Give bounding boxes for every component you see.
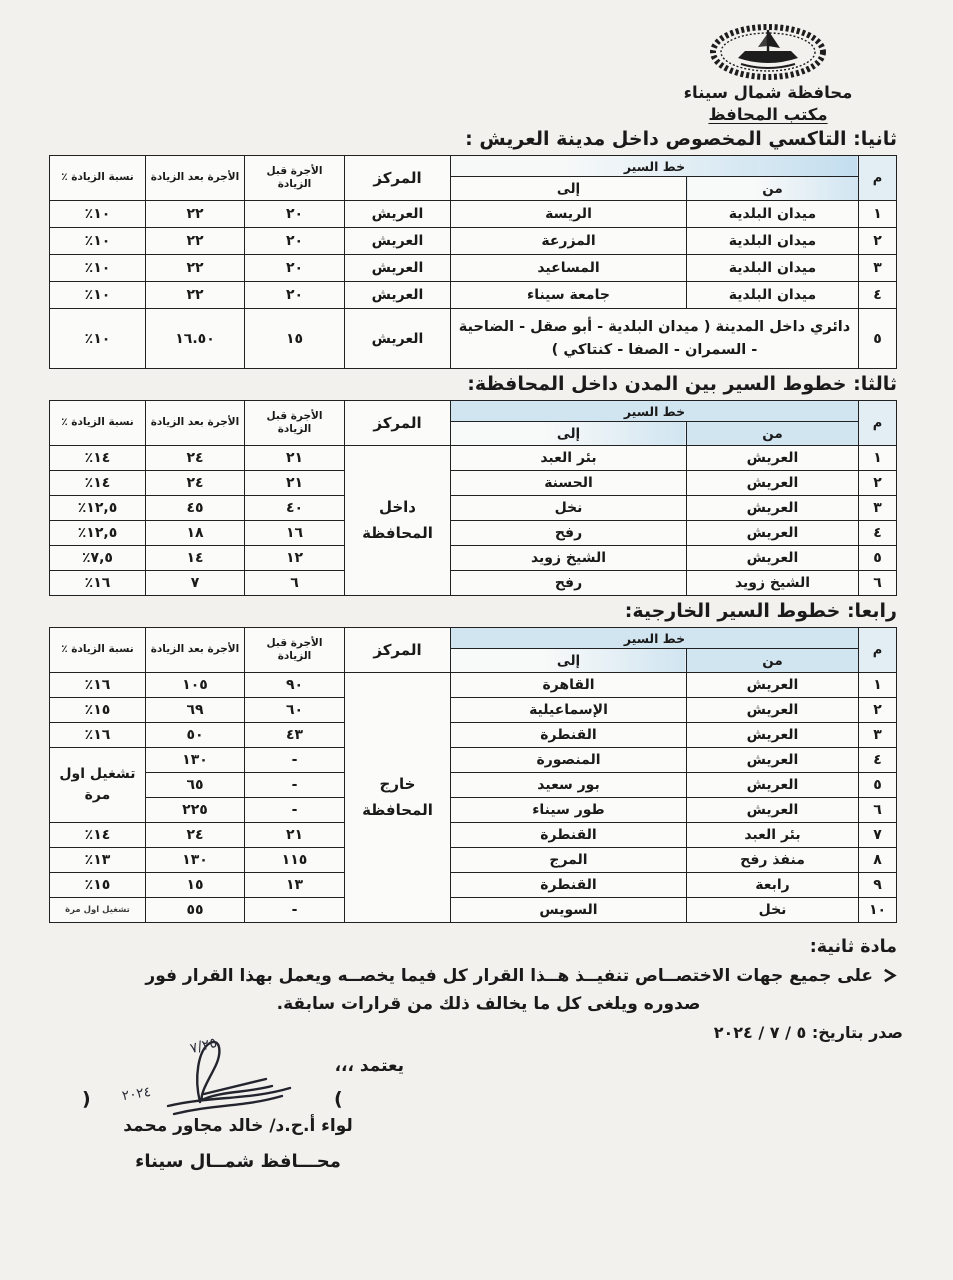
cell-row-number: ٥ [859, 546, 897, 571]
cell-increase-pct: ١٥٪ [49, 873, 145, 898]
table-head [49, 156, 896, 201]
table-row [49, 698, 896, 723]
table-body [49, 673, 896, 923]
cell-row-number: ٩ [859, 873, 897, 898]
cell-center: العريش [344, 282, 450, 309]
column-header-route: خط السير [450, 628, 858, 649]
signature-paren-close: ) [334, 1088, 343, 1110]
cell-increase-pct: ١٦٪ [49, 571, 145, 596]
cell-increase-pct: ١٠٪ [49, 201, 145, 228]
cell-to: القنطرة [450, 873, 686, 898]
cell-to: القاهرة [450, 673, 686, 698]
cell-to: طور سيناء [450, 798, 686, 823]
cell-increase-pct: ١٥٪ [49, 698, 145, 723]
cell-center: العريش [344, 255, 450, 282]
cell-to: القنطرة [450, 723, 686, 748]
cell-fare-after: ٤٥ [145, 496, 244, 521]
cell-fare-after: ٢٢ [145, 255, 244, 282]
header-row [49, 401, 896, 422]
cell-row-number: ٤ [859, 282, 897, 309]
cell-to: الإسماعيلية [450, 698, 686, 723]
cell-from: العريش [687, 748, 859, 773]
cell-row-number: ١٠ [859, 898, 897, 923]
column-header-increase-pct: نسبة الزيادة ٪ [49, 401, 145, 446]
cell-center: العريش [344, 201, 450, 228]
cell-row-number: ٣ [859, 255, 897, 282]
cell-fare-before: ٤٠ [244, 496, 344, 521]
cell-fare-after: ٢٤ [145, 446, 244, 471]
cell-increase-pct: ١٦٪ [49, 723, 145, 748]
section-title-city-taxi: ثانيا: التاكسي المخصوص داخل مدينة العريش : [465, 128, 897, 150]
cell-fare-after: ٢٢ [145, 228, 244, 255]
cell-to: الشيخ زويد [450, 546, 686, 571]
cell-fare-after: ٦٥ [145, 773, 244, 798]
cell-center-merged: خارج المحافظة [344, 673, 450, 923]
column-header-fare-after: الأجرة بعد الزيادة [145, 401, 244, 446]
cell-row-number: ٦ [859, 571, 897, 596]
table-body [49, 446, 896, 596]
article-two-line1: على جميع جهات الاختصــاص تنفيــذ هــذا القرار كل فيما يخصــه ويعمل بهذا القرار فور [145, 966, 873, 986]
cell-increase-pct: ١٣٪ [49, 848, 145, 873]
cell-from: العريش [687, 496, 859, 521]
cell-fare-before: ٩٠ [244, 673, 344, 698]
cell-to: بئر العبد [450, 446, 686, 471]
cell-fare-before: ٦ [244, 571, 344, 596]
column-header-fare-before: الأجرة قبل الزيادة [244, 628, 344, 673]
cell-circular-route: دائري داخل المدينة ( ميدان البلدية - أبو صقل - الضاحية - السمران - الصفا - كنتاكي ) [450, 309, 858, 369]
cell-row-number: ٣ [859, 496, 897, 521]
cell-increase-pct: ١٤٪ [49, 823, 145, 848]
cell-row-number: ٨ [859, 848, 897, 873]
cell-center: العريش [344, 309, 450, 369]
cell-fare-after: ٥٠ [145, 723, 244, 748]
cell-fare-before: ١١٥ [244, 848, 344, 873]
letterhead [679, 20, 857, 124]
cell-from: العريش [687, 446, 859, 471]
cell-to: المرج [450, 848, 686, 873]
column-header-from: من [687, 422, 859, 446]
article-two-body [50, 964, 897, 989]
table-row [49, 748, 896, 773]
external-routes-fares-table [49, 627, 897, 923]
cell-fare-before: ٢١ [244, 446, 344, 471]
column-header-number: م [859, 628, 897, 673]
cell-from: رابعة [687, 873, 859, 898]
issue-date-line: صدر بتاريخ: ٥ / ٧ / ٢٠٢٤ [713, 1022, 903, 1042]
cell-fare-before: ١٦ [244, 521, 344, 546]
cell-increase-pct: تشغيل اول مرة [49, 898, 145, 923]
table-body [49, 201, 896, 369]
column-header-number: م [859, 401, 897, 446]
cell-increase-pct: ١٠٪ [49, 228, 145, 255]
cell-fare-before: ٢١ [244, 471, 344, 496]
cell-to: القنطرة [450, 823, 686, 848]
table-row [49, 471, 896, 496]
cell-fare-after: ٧ [145, 571, 244, 596]
cell-fare-before: - [244, 898, 344, 923]
cell-fare-before: ١٣ [244, 873, 344, 898]
column-header-center: المركز [344, 628, 450, 673]
cell-fare-before: ٢٠ [244, 282, 344, 309]
cell-fare-after: ٢٤ [145, 823, 244, 848]
column-header-fare-before: الأجرة قبل الزيادة [244, 401, 344, 446]
column-header-center: المركز [344, 156, 450, 201]
cell-increase-pct: ٧,٥٪ [49, 546, 145, 571]
cell-row-number: ٢ [859, 698, 897, 723]
cell-fare-after: ٢٢ [145, 282, 244, 309]
cell-fare-before: ٢٠ [244, 228, 344, 255]
cell-to: الريسة [450, 201, 686, 228]
cell-fare-before: ٤٣ [244, 723, 344, 748]
cell-row-number: ٤ [859, 748, 897, 773]
table-row [49, 798, 896, 823]
article-two [50, 937, 903, 1042]
table-head [49, 401, 896, 446]
cell-fare-before: ٢٠ [244, 255, 344, 282]
cell-row-number: ٣ [859, 723, 897, 748]
table-row [49, 201, 896, 228]
article-two-heading: مادة ثانية: [809, 937, 897, 957]
cell-fare-after: ١٨ [145, 521, 244, 546]
cell-to: جامعة سيناء [450, 282, 686, 309]
cell-from: العريش [687, 798, 859, 823]
column-header-fare-before: الأجرة قبل الزيادة [244, 156, 344, 201]
cell-from: العريش [687, 546, 859, 571]
column-header-route: خط السير [450, 401, 858, 422]
table-row [49, 571, 896, 596]
cell-from: ميدان البلدية [687, 228, 859, 255]
governorate-name: محافظة شمال سيناء [683, 83, 853, 102]
table-row [49, 521, 896, 546]
cell-from: بئر العبد [687, 823, 859, 848]
cell-fare-after: ١٦.٥٠ [145, 309, 244, 369]
approval-block [66, 1034, 410, 1208]
cell-from: العريش [687, 521, 859, 546]
cell-to: المساعيد [450, 255, 686, 282]
cell-from: العريش [687, 471, 859, 496]
table-row [49, 723, 896, 748]
table-row [49, 228, 896, 255]
article-two-line2: صدوره ويلغى كل ما يخالف ذلك من قرارات سابقة. [276, 993, 701, 1014]
table-row [49, 823, 896, 848]
cell-fare-after: ١٣٠ [145, 748, 244, 773]
cell-fare-after: ١٤ [145, 546, 244, 571]
cell-increase-pct: ١٢,٥٪ [49, 496, 145, 521]
cell-from: العريش [687, 723, 859, 748]
header-row [49, 628, 896, 649]
cell-from: منفذ رفح [687, 848, 859, 873]
cell-row-number: ١ [859, 201, 897, 228]
handwritten-year: ٢٠٢٤ [120, 1083, 153, 1105]
governor-title: محـــافظ شمــال سيناء [135, 1151, 341, 1172]
cell-fare-before: ٢٠ [244, 201, 344, 228]
cell-to: نخل [450, 496, 686, 521]
cell-increase-pct: ١٤٪ [49, 471, 145, 496]
column-header-to: إلى [450, 422, 686, 446]
cell-fare-before: ١٢ [244, 546, 344, 571]
governor-office-label: مكتب المحافظ [708, 105, 828, 124]
column-header-number: م [859, 156, 897, 201]
table-row [49, 546, 896, 571]
governor-name: لواء أ.ح.د/ خالد مجاور محمد [123, 1116, 353, 1136]
cell-fare-before: - [244, 748, 344, 773]
cell-fare-before: - [244, 773, 344, 798]
cell-to: السويس [450, 898, 686, 923]
cell-to: المنصورة [450, 748, 686, 773]
cell-increase-pct: ١٦٪ [49, 673, 145, 698]
table-row-circular-route [49, 309, 896, 369]
column-header-fare-after: الأجرة بعد الزيادة [145, 156, 244, 201]
column-header-increase-pct: نسبة الزيادة ٪ [49, 628, 145, 673]
column-header-from: من [687, 649, 859, 673]
cell-from: العريش [687, 698, 859, 723]
header-row [49, 156, 896, 177]
table-head [49, 628, 896, 673]
cell-row-number: ٥ [859, 309, 897, 369]
column-header-to: إلى [450, 649, 686, 673]
cell-to: رفح [450, 571, 686, 596]
cell-from: العريش [687, 673, 859, 698]
cell-fare-before: - [244, 798, 344, 823]
cell-row-number: ٢ [859, 471, 897, 496]
cell-center: العريش [344, 228, 450, 255]
cell-increase-pct: ١٤٪ [49, 446, 145, 471]
table-row [49, 773, 896, 798]
column-header-increase-pct: نسبة الزيادة ٪ [49, 156, 145, 201]
cell-row-number: ١ [859, 673, 897, 698]
cell-to: رفح [450, 521, 686, 546]
cell-from: ميدان البلدية [687, 282, 859, 309]
cell-row-number: ٢ [859, 228, 897, 255]
approve-label: يعتمد ،،، [334, 1056, 404, 1076]
table-row [49, 496, 896, 521]
table-row [49, 873, 896, 898]
cell-fare-after: ١٥ [145, 873, 244, 898]
column-header-center: المركز [344, 401, 450, 446]
cell-to: الحسنة [450, 471, 686, 496]
cell-from: ميدان البلدية [687, 201, 859, 228]
cell-fare-after: ٢٢ [145, 201, 244, 228]
cell-row-number: ٧ [859, 823, 897, 848]
cell-from: نخل [687, 898, 859, 923]
column-header-from: من [687, 177, 859, 201]
arish-city-taxi-fares-table [49, 155, 897, 369]
section-title-external-routes: رابعا: خطوط السير الخارجية: [624, 600, 897, 622]
chevron-right-bullet-icon [882, 968, 897, 983]
column-header-fare-after: الأجرة بعد الزيادة [145, 628, 244, 673]
handwritten-date: ٧/٢٥ [188, 1034, 219, 1058]
table-row [49, 255, 896, 282]
cell-to: المزرعة [450, 228, 686, 255]
cell-row-number: ٦ [859, 798, 897, 823]
north-sinai-governorate-emblem-icon [708, 20, 828, 82]
cell-from: الشيخ زويد [687, 571, 859, 596]
cell-fare-before: ١٥ [244, 309, 344, 369]
column-header-to: إلى [450, 177, 686, 201]
cell-center-merged: داخل المحافظة [344, 446, 450, 596]
cell-increase-pct: ١٠٪ [49, 309, 145, 369]
cell-to: بور سعيد [450, 773, 686, 798]
cell-fare-after: ٢٢٥ [145, 798, 244, 823]
cell-fare-before: ٦٠ [244, 698, 344, 723]
cell-first-time-operation: تشغيل اول مرة [49, 748, 145, 823]
cell-fare-after: ١٠٥ [145, 673, 244, 698]
table-row [49, 848, 896, 873]
cell-row-number: ١ [859, 446, 897, 471]
table-row [49, 673, 896, 698]
cell-fare-before: ٢١ [244, 823, 344, 848]
cell-row-number: ٤ [859, 521, 897, 546]
governor-handwritten-signature-icon [138, 1034, 318, 1126]
cell-from: العريش [687, 773, 859, 798]
signature-paren-open: ( [82, 1088, 91, 1110]
cell-fare-after: ٦٩ [145, 698, 244, 723]
cell-increase-pct: ١٠٪ [49, 255, 145, 282]
cell-row-number: ٥ [859, 773, 897, 798]
cell-increase-pct: ١٠٪ [49, 282, 145, 309]
cell-fare-after: ١٣٠ [145, 848, 244, 873]
cell-from: ميدان البلدية [687, 255, 859, 282]
table-row [49, 446, 896, 471]
cell-fare-after: ٥٥ [145, 898, 244, 923]
cell-fare-after: ٢٤ [145, 471, 244, 496]
intra-governorate-fares-table [49, 400, 897, 596]
section-title-intra-governorate: ثالثا: خطوط السير بين المدن داخل المحافظة: [467, 373, 897, 395]
column-header-route: خط السير [450, 156, 858, 177]
cell-increase-pct: ١٢,٥٪ [49, 521, 145, 546]
table-row [49, 898, 896, 923]
table-row [49, 282, 896, 309]
